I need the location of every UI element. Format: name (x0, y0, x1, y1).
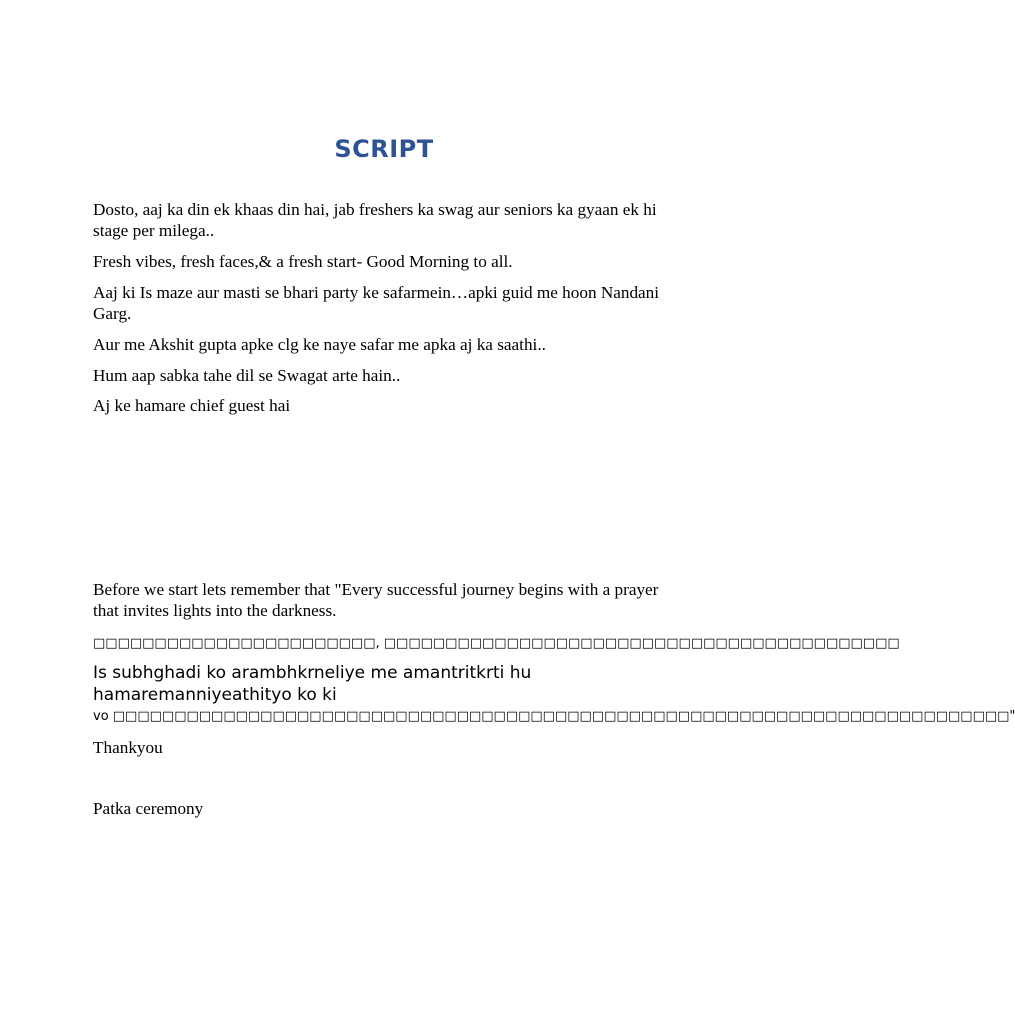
paragraph-prayer-intro: Before we start lets remember that "Every successful journey begins with a prayer that invites lights into the darkness. (93, 580, 659, 620)
paragraph-good-morning: Fresh vibes, fresh faces,& a fresh start- Good Morning to all. (93, 252, 513, 271)
paragraph-unrendered-script: □□□□□□□□□□□□□□□□□□□□□□□, □□□□□□□□□□□□□□□□□□□□□□□□□□□□□□□□□□□□□□□□□□ (93, 636, 900, 651)
paragraph-welcome: Hum aap sabka tahe dil se Swagat arte hain.. (93, 366, 401, 385)
paragraph-greeting: Dosto, aaj ka din ek khaas din hai, jab freshers ka swag aur seniors ka gyaan ek hi stage per milega.. (93, 200, 657, 240)
paragraph-host-intro: Aaj ki Is maze aur masti se bhari party ke safarmein…apki guid me hoon Nandani Garg. (93, 283, 660, 323)
paragraph-unrendered-quote: vo □□□□□□□□□□□□□□□□□□□□□□□□□□□□□□□□□□□□□□□□□□□□□□□□□□□□□□□□□□□□□□□□□□□□□□□□□" (93, 709, 1015, 724)
paragraph-invitation: Is subhghadi ko arambhkrneliye me amantritkrti hu hamaremanniyeathityo ko ki (93, 663, 532, 705)
paragraph-thankyou: Thankyou (93, 738, 163, 757)
paragraph-cohost-intro: Aur me Akshit gupta apke clg ke naye safar me apka aj ka saathi.. (93, 335, 546, 354)
paragraph-chief-guest: Aj ke hamare chief guest hai (93, 396, 291, 415)
document-title: SCRIPT (334, 135, 434, 163)
paragraph-patka-ceremony: Patka ceremony (93, 799, 204, 818)
